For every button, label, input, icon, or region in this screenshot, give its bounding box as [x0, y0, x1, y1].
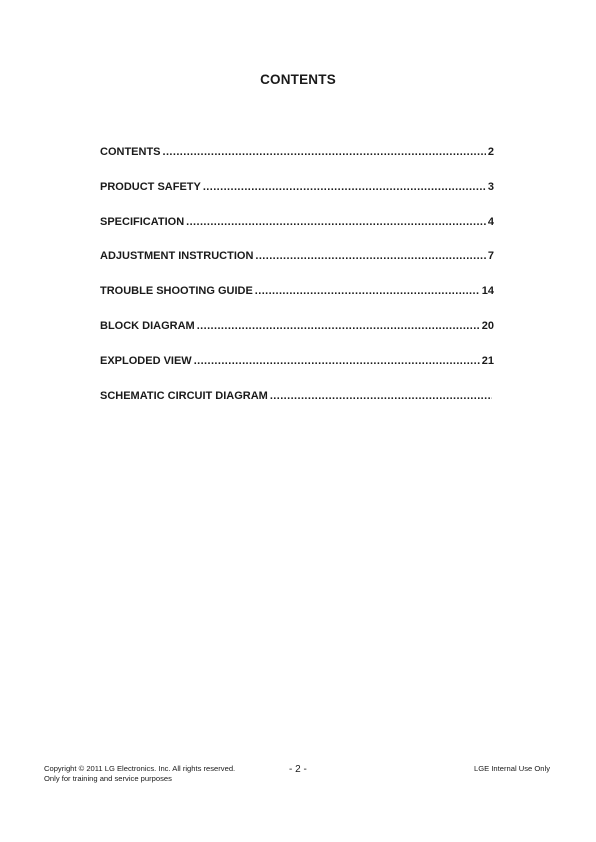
- dot-leader: [186, 216, 486, 228]
- toc-entry-label: ADJUSTMENT INSTRUCTION: [100, 250, 254, 263]
- toc-entry-label: CONTENTS: [100, 146, 161, 158]
- toc-entry-exploded-view[interactable]: [100, 355, 494, 390]
- footer-page-number: - 2 -: [289, 764, 307, 775]
- toc-entry-page: 20: [481, 319, 494, 332]
- toc-entry-label: SPECIFICATION: [100, 215, 185, 228]
- toc-entry-specification[interactable]: [100, 216, 494, 251]
- dot-leader: [255, 285, 480, 297]
- dot-leader: [194, 355, 480, 367]
- toc-entry-page: 21: [481, 354, 494, 367]
- toc-entry-label: BLOCK DIAGRAM: [100, 319, 195, 332]
- footer-copyright: Copyright © 2011 LG Electronics. Inc. All rights reserved.: [44, 764, 236, 773]
- toc-entry-adjustment-instruction[interactable]: [100, 250, 494, 285]
- toc-entry-label: EXPLODED VIEW: [100, 354, 192, 367]
- toc-entry-trouble-shooting-guide[interactable]: [100, 285, 494, 320]
- footer-copyright-block: [44, 764, 235, 783]
- toc-entry-page: 3: [487, 180, 494, 193]
- table-of-contents: [100, 146, 494, 424]
- toc-entry-page: 2: [487, 146, 494, 158]
- toc-entry-contents[interactable]: [100, 146, 494, 181]
- toc-entry-page: 7: [487, 250, 494, 263]
- dot-leader: [197, 320, 480, 332]
- page-title: CONTENTS: [260, 72, 336, 87]
- toc-entry-block-diagram[interactable]: [100, 320, 494, 355]
- dot-leader: [203, 181, 486, 193]
- toc-entry-label: PRODUCT SAFETY: [100, 180, 201, 193]
- dot-leader: [270, 390, 492, 402]
- dot-leader: [255, 250, 485, 262]
- toc-entry-page: 4: [487, 215, 494, 228]
- toc-entry-page: 14: [481, 285, 494, 298]
- toc-entry-schematic-circuit-diagram[interactable]: [100, 390, 494, 425]
- toc-entry-product-safety[interactable]: [100, 181, 494, 216]
- footer-classification: LGE Internal Use Only: [474, 764, 550, 773]
- toc-entry-label: TROUBLE SHOOTING GUIDE: [100, 285, 253, 298]
- dot-leader: [163, 146, 486, 158]
- toc-entry-label: SCHEMATIC CIRCUIT DIAGRAM: [100, 389, 268, 402]
- footer-purpose: Only for training and service purposes: [44, 773, 172, 783]
